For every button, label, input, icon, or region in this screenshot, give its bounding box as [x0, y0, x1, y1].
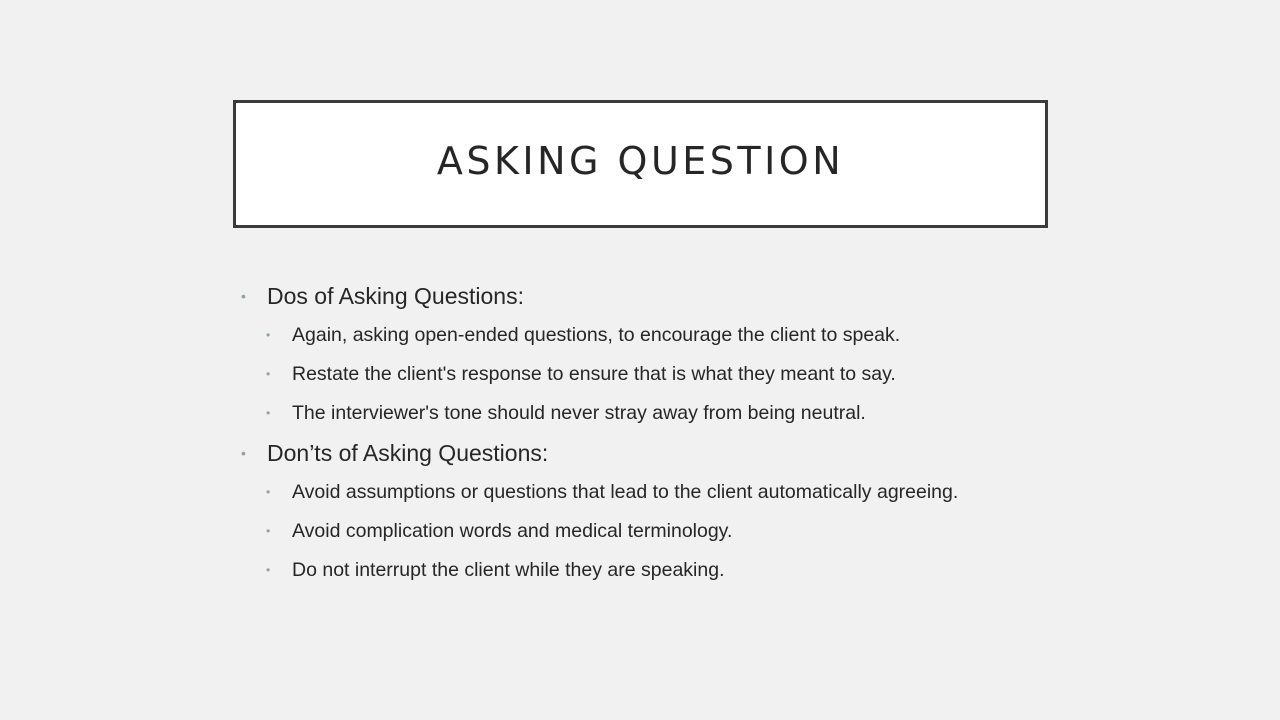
bullet-list: [240, 276, 1040, 590]
list-item: [240, 394, 1040, 433]
bullet-icon: •: [266, 367, 271, 381]
section-heading-text: Don’ts of Asking Questions:: [267, 440, 549, 466]
list-item: [240, 355, 1040, 394]
bullet-icon: •: [266, 406, 271, 420]
list-item: [240, 473, 1040, 512]
section-heading-donts: [240, 433, 1040, 473]
list-item: [240, 316, 1040, 355]
bullet-icon: •: [241, 445, 246, 461]
bullet-icon: •: [241, 288, 246, 304]
list-item-text: Again, asking open-ended questions, to encourage the client to speak.: [292, 324, 901, 346]
bullet-icon: •: [266, 524, 271, 538]
list-item-text: The interviewer's tone should never stray away from being neutral.: [292, 402, 866, 424]
bullet-icon: •: [266, 485, 271, 499]
list-item: [240, 512, 1040, 551]
list-item-text: Avoid assumptions or questions that lead to the client automatically agreeing.: [292, 481, 959, 503]
bullet-icon: •: [266, 563, 271, 577]
list-item-text: Avoid complication words and medical terminology.: [292, 520, 733, 542]
list-item-text: Do not interrupt the client while they are speaking.: [292, 559, 725, 581]
section-heading-text: Dos of Asking Questions:: [267, 283, 524, 309]
section-heading-dos: [240, 276, 1040, 316]
list-item-text: Restate the client's response to ensure that is what they meant to say.: [292, 363, 896, 385]
slide-title: ASKING QUESTION: [436, 139, 845, 183]
list-item: [240, 551, 1040, 590]
bullet-icon: •: [266, 328, 271, 342]
title-box: [233, 100, 1048, 228]
